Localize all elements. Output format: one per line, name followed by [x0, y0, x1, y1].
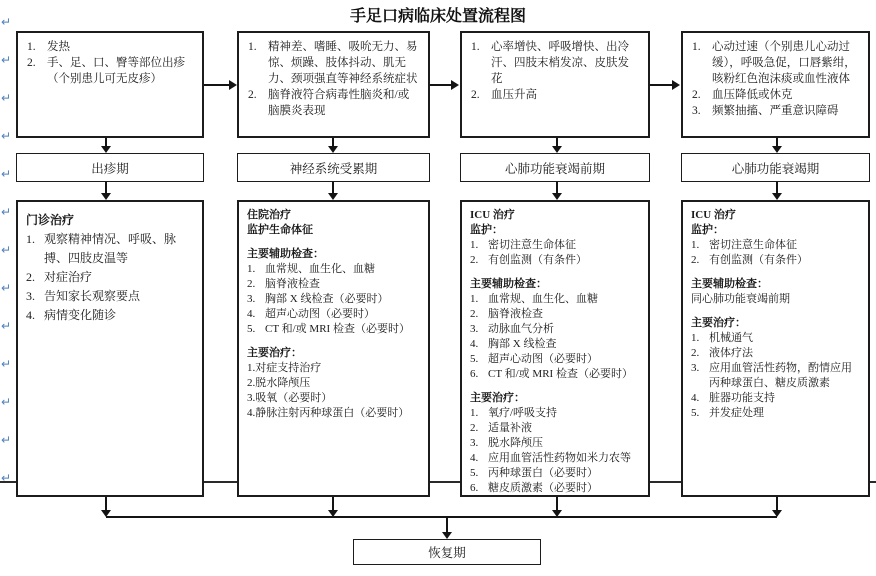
item-number: 1. [247, 263, 256, 275]
arrow-line-down [776, 182, 778, 193]
list-item [691, 346, 860, 361]
text-line: 2.脱水降颅压 [247, 377, 311, 389]
item-number: 5. [470, 353, 479, 365]
item-text: 频繁抽搐、严重意识障碍 [712, 105, 839, 117]
section-heading: 主要治疗： [247, 347, 302, 359]
list-item [27, 39, 193, 55]
arrow-line-right-3 [650, 84, 673, 86]
item-number: 3. [470, 323, 479, 335]
item-text: 血常规、血生化、血糖 [488, 293, 598, 305]
arrow-head-down-icon [552, 146, 562, 153]
line-break-mark-icon: ↵ [1, 357, 12, 371]
item-text: 手、足、口、臀等部位出疹（个别患儿可无皮疹） [47, 57, 185, 85]
section-heading: 主要辅助检查： [247, 248, 324, 260]
arrow-head-right-3-icon [672, 80, 680, 90]
item-text: 并发症处理 [709, 407, 764, 419]
item-number: 1. [248, 41, 257, 53]
list-item [470, 238, 640, 253]
line-break-mark-icon: ↵ [1, 395, 12, 409]
arrow-line-down [776, 138, 778, 146]
item-number: 2. [248, 89, 257, 101]
section-heading: ICU 治疗 [470, 209, 515, 221]
list-item [26, 268, 194, 287]
list-item [691, 331, 860, 346]
treatment-box-outpatient [16, 200, 204, 497]
symptom-box-rash [16, 31, 204, 138]
item-number: 1. [470, 407, 479, 419]
recovery-label: 恢复期 [428, 546, 466, 560]
list-item [247, 292, 420, 307]
arrow-line-down [105, 138, 107, 146]
recovery-box [353, 539, 541, 565]
list-item [691, 361, 860, 391]
section-heading: 监护生命体征 [247, 224, 313, 236]
arrow-line-down [446, 517, 448, 532]
item-text: 病情变化随诊 [44, 308, 117, 322]
item-text: 观察精神情况、呼吸、脉搏、四肢皮温等 [44, 232, 177, 265]
item-number: 1. [691, 239, 700, 251]
arrow-line-down [105, 497, 107, 510]
list-item [691, 406, 860, 421]
line-break-mark-icon: ↵ [1, 53, 12, 67]
item-number: 3. [470, 437, 479, 449]
list-item [26, 230, 194, 268]
stage-label: 出疹期 [91, 161, 129, 176]
stage-label: 心肺功能衰竭期 [731, 161, 820, 176]
symptom-box-failure [681, 31, 870, 138]
item-number: 1. [27, 41, 36, 53]
line-break-mark-icon: ↵ [1, 281, 12, 295]
list-item [691, 391, 860, 406]
item-number: 3. [691, 362, 700, 374]
line-break-mark-icon: ↵ [1, 167, 12, 181]
item-number: 1. [471, 41, 480, 53]
arrow-line-down [556, 497, 558, 510]
list-item [26, 287, 194, 306]
stage-box-failure [681, 153, 870, 182]
line-break-mark-icon: ↵ [1, 15, 12, 29]
item-text: 有创监测（有条件） [709, 254, 808, 266]
symptom-box-neuro [237, 31, 430, 138]
treatment-box-icu-1 [460, 200, 650, 497]
item-text: 应用血管活性药物如米力农等 [488, 452, 631, 464]
list-item [691, 238, 860, 253]
item-text: 丙种球蛋白（必要时） [488, 467, 598, 479]
arrow-head-down-icon [772, 193, 782, 200]
section-heading: 监护： [691, 224, 724, 236]
item-number: 2. [691, 347, 700, 359]
list-item [470, 367, 640, 382]
treatment-box-hospital [237, 200, 430, 497]
item-text: CT 和/或 MRI 检查（必要时） [265, 323, 410, 335]
arrow-head-down-icon [328, 193, 338, 200]
list-item [247, 322, 420, 337]
section-heading: 主要治疗： [691, 317, 746, 329]
list-item [247, 262, 420, 277]
arrow-line-down [556, 138, 558, 146]
arrow-head-down-icon [442, 532, 452, 539]
symptom-box-pre-failure [460, 31, 650, 138]
item-text: 液体疗法 [709, 347, 753, 359]
item-number: 4. [247, 308, 256, 320]
item-text: 脑脊液检查 [265, 278, 320, 290]
item-text: 超声心动图（必要时） [265, 308, 375, 320]
item-text: 氧疗/呼吸支持 [488, 407, 558, 419]
list-item [470, 436, 640, 451]
text-line: 1.对症支持治疗 [247, 362, 322, 374]
arrow-line-down [332, 182, 334, 193]
list-item [470, 352, 640, 367]
section-heading: 住院治疗 [247, 209, 291, 221]
list-item [470, 481, 640, 496]
section-heading: 门诊治疗 [26, 213, 75, 227]
page-title: 手足口病临床处置流程图 [349, 8, 526, 25]
item-number: 2. [470, 308, 479, 320]
item-number: 2. [27, 57, 36, 69]
item-number: 3. [26, 289, 35, 303]
item-text: 血压升高 [491, 89, 537, 101]
list-item [470, 451, 640, 466]
list-item [471, 39, 639, 87]
item-text: 脑脊液符合病毒性脑炎和/或脑膜炎表现 [268, 89, 410, 117]
item-number: 2. [691, 254, 700, 266]
arrow-line-down [105, 182, 107, 193]
item-text: 适量补液 [488, 422, 532, 434]
stage-box-rash [16, 153, 204, 182]
arrow-head-down-icon [101, 193, 111, 200]
item-number: 1. [691, 332, 700, 344]
line-break-mark-icon: ↵ [1, 471, 12, 485]
line-break-mark-icon: ↵ [1, 319, 12, 333]
arrow-head-down-icon [101, 146, 111, 153]
item-text: 脑脊液检查 [488, 308, 543, 320]
list-item [470, 322, 640, 337]
arrow-line-down [332, 138, 334, 146]
item-text: 密切注意生命体征 [709, 239, 797, 251]
bottom-rail-line [106, 516, 777, 518]
item-number: 3. [692, 105, 701, 117]
arrow-head-right-1-icon [229, 80, 237, 90]
list-item [691, 253, 860, 268]
list-item [692, 39, 859, 87]
item-text: 血常规、血生化、血糖 [265, 263, 375, 275]
item-number: 4. [26, 308, 35, 322]
list-item [470, 466, 640, 481]
line-break-mark-icon: ↵ [1, 433, 12, 447]
section-heading: 主要治疗： [470, 392, 525, 404]
item-number: 1. [470, 293, 479, 305]
stage-box-neuro [237, 153, 430, 182]
spacer [470, 382, 640, 391]
item-text: 脱水降颅压 [488, 437, 543, 449]
item-number: 5. [247, 323, 256, 335]
item-text: 应用血管活性药物，酌情应用丙种球蛋白、糖皮质激素 [709, 362, 852, 389]
arrow-head-down-icon [328, 146, 338, 153]
spacer [470, 268, 640, 277]
item-number: 2. [247, 278, 256, 290]
item-number: 1. [692, 41, 701, 53]
item-number: 5. [470, 467, 479, 479]
item-text: 机械通气 [709, 332, 753, 344]
arrow-line-down [556, 182, 558, 193]
arrow-line-down [776, 497, 778, 510]
list-item [692, 87, 859, 103]
list-item [27, 55, 193, 87]
stage-label: 神经系统受累期 [289, 161, 378, 176]
item-number: 2. [471, 89, 480, 101]
text-line: 同心肺功能衰竭前期 [691, 293, 790, 305]
line-break-mark-icon: ↵ [1, 91, 12, 105]
spacer [247, 337, 420, 346]
text-line: 4.静脉注射丙种球蛋白（必要时） [247, 407, 410, 419]
item-number: 5. [691, 407, 700, 419]
section-heading: ICU 治疗 [691, 209, 736, 221]
arrow-line-right-1 [204, 84, 230, 86]
spacer [691, 268, 860, 277]
item-number: 2. [470, 254, 479, 266]
treatment-box-icu-2 [681, 200, 870, 497]
item-text: CT 和/或 MRI 检查（必要时） [488, 368, 633, 380]
list-item [470, 421, 640, 436]
list-item [471, 87, 639, 103]
spacer [691, 307, 860, 316]
item-number: 2. [692, 89, 701, 101]
item-number: 2. [26, 270, 35, 284]
item-text: 心率增快、呼吸增快、出冷汗、四肢末梢发凉、皮肤发花 [491, 41, 629, 85]
stage-box-pre-failure [460, 153, 650, 182]
item-number: 3. [247, 293, 256, 305]
item-text: 超声心动图（必要时） [488, 353, 598, 365]
arrow-head-down-icon [552, 193, 562, 200]
item-number: 4. [470, 338, 479, 350]
list-item [692, 103, 859, 119]
item-number: 6. [470, 368, 479, 380]
list-item [248, 39, 419, 87]
list-item [470, 406, 640, 421]
arrow-line-right-2 [430, 84, 452, 86]
item-text: 脏器功能支持 [709, 392, 775, 404]
list-item [248, 87, 419, 119]
list-item [470, 292, 640, 307]
text-line: 3.吸氧（必要时） [247, 392, 333, 404]
item-text: 发热 [47, 41, 70, 53]
item-text: 胸部 X 线检查 [488, 338, 557, 350]
item-text: 告知家长观察要点 [44, 289, 141, 303]
stage-label: 心肺功能衰竭前期 [504, 161, 605, 176]
list-item [470, 253, 640, 268]
item-text: 密切注意生命体征 [488, 239, 576, 251]
arrow-head-down-icon [772, 146, 782, 153]
line-break-mark-icon: ↵ [1, 205, 12, 219]
section-heading: 监护： [470, 224, 503, 236]
item-text: 血压降低或休克 [712, 89, 793, 101]
item-number: 4. [470, 452, 479, 464]
item-text: 糖皮质激素（必要时） [488, 482, 598, 494]
item-text: 精神差、嗜睡、吸吮无力、易惊、烦躁、肢体抖动、肌无力、颈项强直等神经系统症状 [268, 41, 418, 85]
item-number: 2. [470, 422, 479, 434]
item-number: 1. [26, 232, 35, 246]
item-text: 有创监测（有条件） [488, 254, 587, 266]
line-break-mark-icon: ↵ [1, 243, 12, 257]
item-number: 4. [691, 392, 700, 404]
section-heading: 主要辅助检查： [691, 278, 768, 290]
list-item [247, 277, 420, 292]
item-number: 6. [470, 482, 479, 494]
item-number: 1. [470, 239, 479, 251]
list-item [470, 307, 640, 322]
list-item [470, 337, 640, 352]
item-text: 胸部 X 线检查（必要时） [265, 293, 389, 305]
line-break-mark-icon: ↵ [1, 129, 12, 143]
section-heading: 主要辅助检查： [470, 278, 547, 290]
spacer [247, 238, 420, 247]
item-text: 动脉血气分析 [488, 323, 554, 335]
item-text: 对症治疗 [44, 270, 93, 284]
list-item [26, 306, 194, 325]
arrow-line-down [332, 497, 334, 510]
arrow-head-right-2-icon [451, 80, 459, 90]
item-text: 心动过速（个别患儿心动过缓），呼吸急促，口唇紫绀，咳粉红色泡沫痰或血性液体 [712, 41, 856, 85]
list-item [247, 307, 420, 322]
